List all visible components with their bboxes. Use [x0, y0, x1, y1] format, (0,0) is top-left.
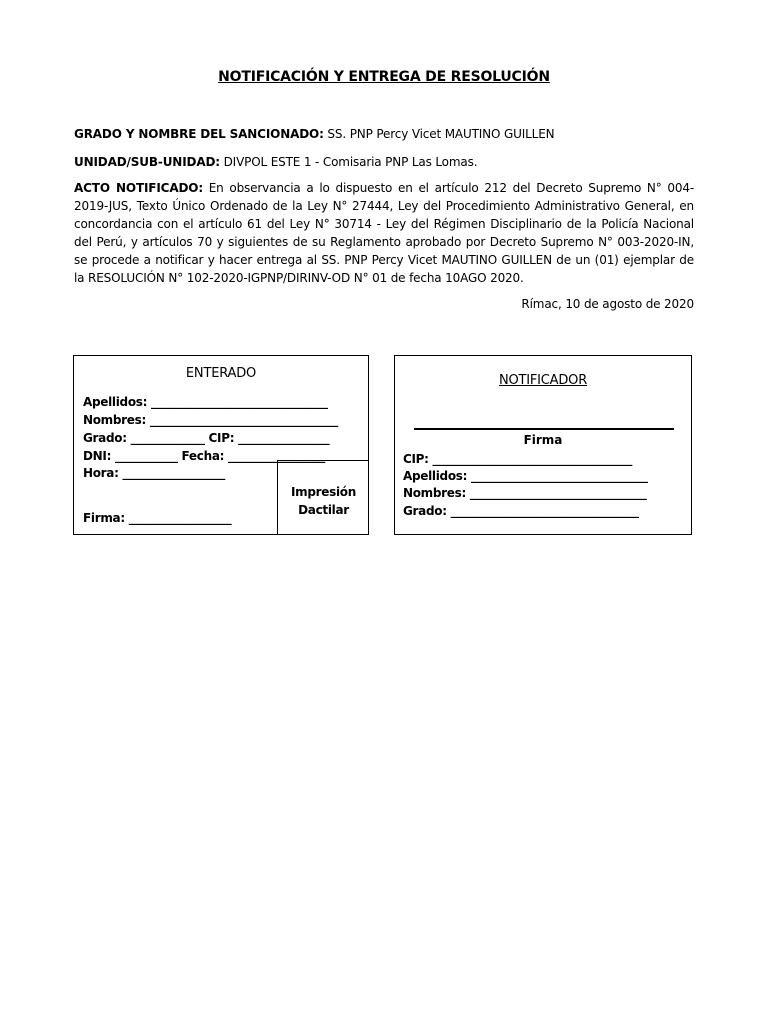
unit-label: UNIDAD/SUB-UNIDAD:: [74, 155, 220, 169]
notified-act: [74, 179, 694, 287]
notificador-nombres-field: Nombres: _______________________________: [403, 486, 647, 500]
notificador-apellidos-field: Apellidos: _______________________________: [403, 469, 648, 483]
enterado-apellidos-field: Apellidos: _______________________________: [83, 395, 328, 409]
fingerprint-box: [277, 460, 369, 535]
notificador-cip-field: CIP: ___________________________________: [403, 452, 633, 466]
notified-act-text: En observancia a lo dispuesto en el artículo 212 del Decreto Supremo N° 004-2019-JUS, Texto Único Ordenado de la Ley N° 27444, Ley del Procedimiento Administrativo General, en concordancia con el artículo 61 del Ley N° 30714 - Ley del Régimen Disciplinario de la Policía Nacional del Perú, y artículos 70 y siguientes de su Reglamento aprobado por Decreto Supremo N° 003-2020-IN, se procede a notificar y hacer entrega al SS. PNP Percy Vicet MAUTINO GUILLEN de un (01) ejemplar de la RESOLUCIÓN N° 102-2020-IGPNP/DIRINV-OD N° 01 de fecha 10AGO 2020.: [74, 181, 694, 285]
place-date: Rímac, 10 de agosto de 2020: [521, 297, 694, 311]
notified-act-label: ACTO NOTIFICADO:: [74, 181, 203, 195]
notificador-firma-label: Firma: [523, 433, 563, 447]
signature-line: [414, 428, 674, 430]
sanctioned-grade-label: GRADO Y NOMBRE DEL SANCIONADO:: [74, 127, 324, 141]
fingerprint-label: [278, 483, 369, 519]
unit-subunit: [74, 153, 694, 171]
enterado-nombres-field: Nombres: _________________________________: [83, 413, 338, 427]
notificador-title: NOTIFICADOR: [498, 373, 588, 388]
notificador-box: [394, 355, 692, 535]
enterado-grado-cip-field: Grado: _____________ CIP: ________________: [83, 431, 330, 445]
enterado-box: [73, 355, 369, 535]
enterado-dni-fecha-field: DNI: ___________ Fecha: _________________: [83, 449, 325, 463]
sanctioned-grade-value: SS. PNP Percy Vicet MAUTINO GUILLEN: [323, 127, 555, 141]
fingerprint-label-line2: Dactilar: [298, 503, 349, 517]
notificador-grado-field: Grado: _________________________________: [403, 504, 639, 518]
unit-value: DIVPOL ESTE 1 - Comisaria PNP Las Lomas.: [219, 155, 478, 169]
sanctioned-grade-name: [74, 125, 694, 143]
fingerprint-label-line1: Impresión: [291, 485, 356, 499]
document-title: NOTIFICACIÓN Y ENTREGA DE RESOLUCIÓN: [218, 69, 550, 85]
enterado-firma-field: Firma: __________________: [83, 511, 232, 525]
enterado-title: ENTERADO: [185, 366, 257, 381]
enterado-hora-field: Hora: __________________: [83, 466, 226, 480]
